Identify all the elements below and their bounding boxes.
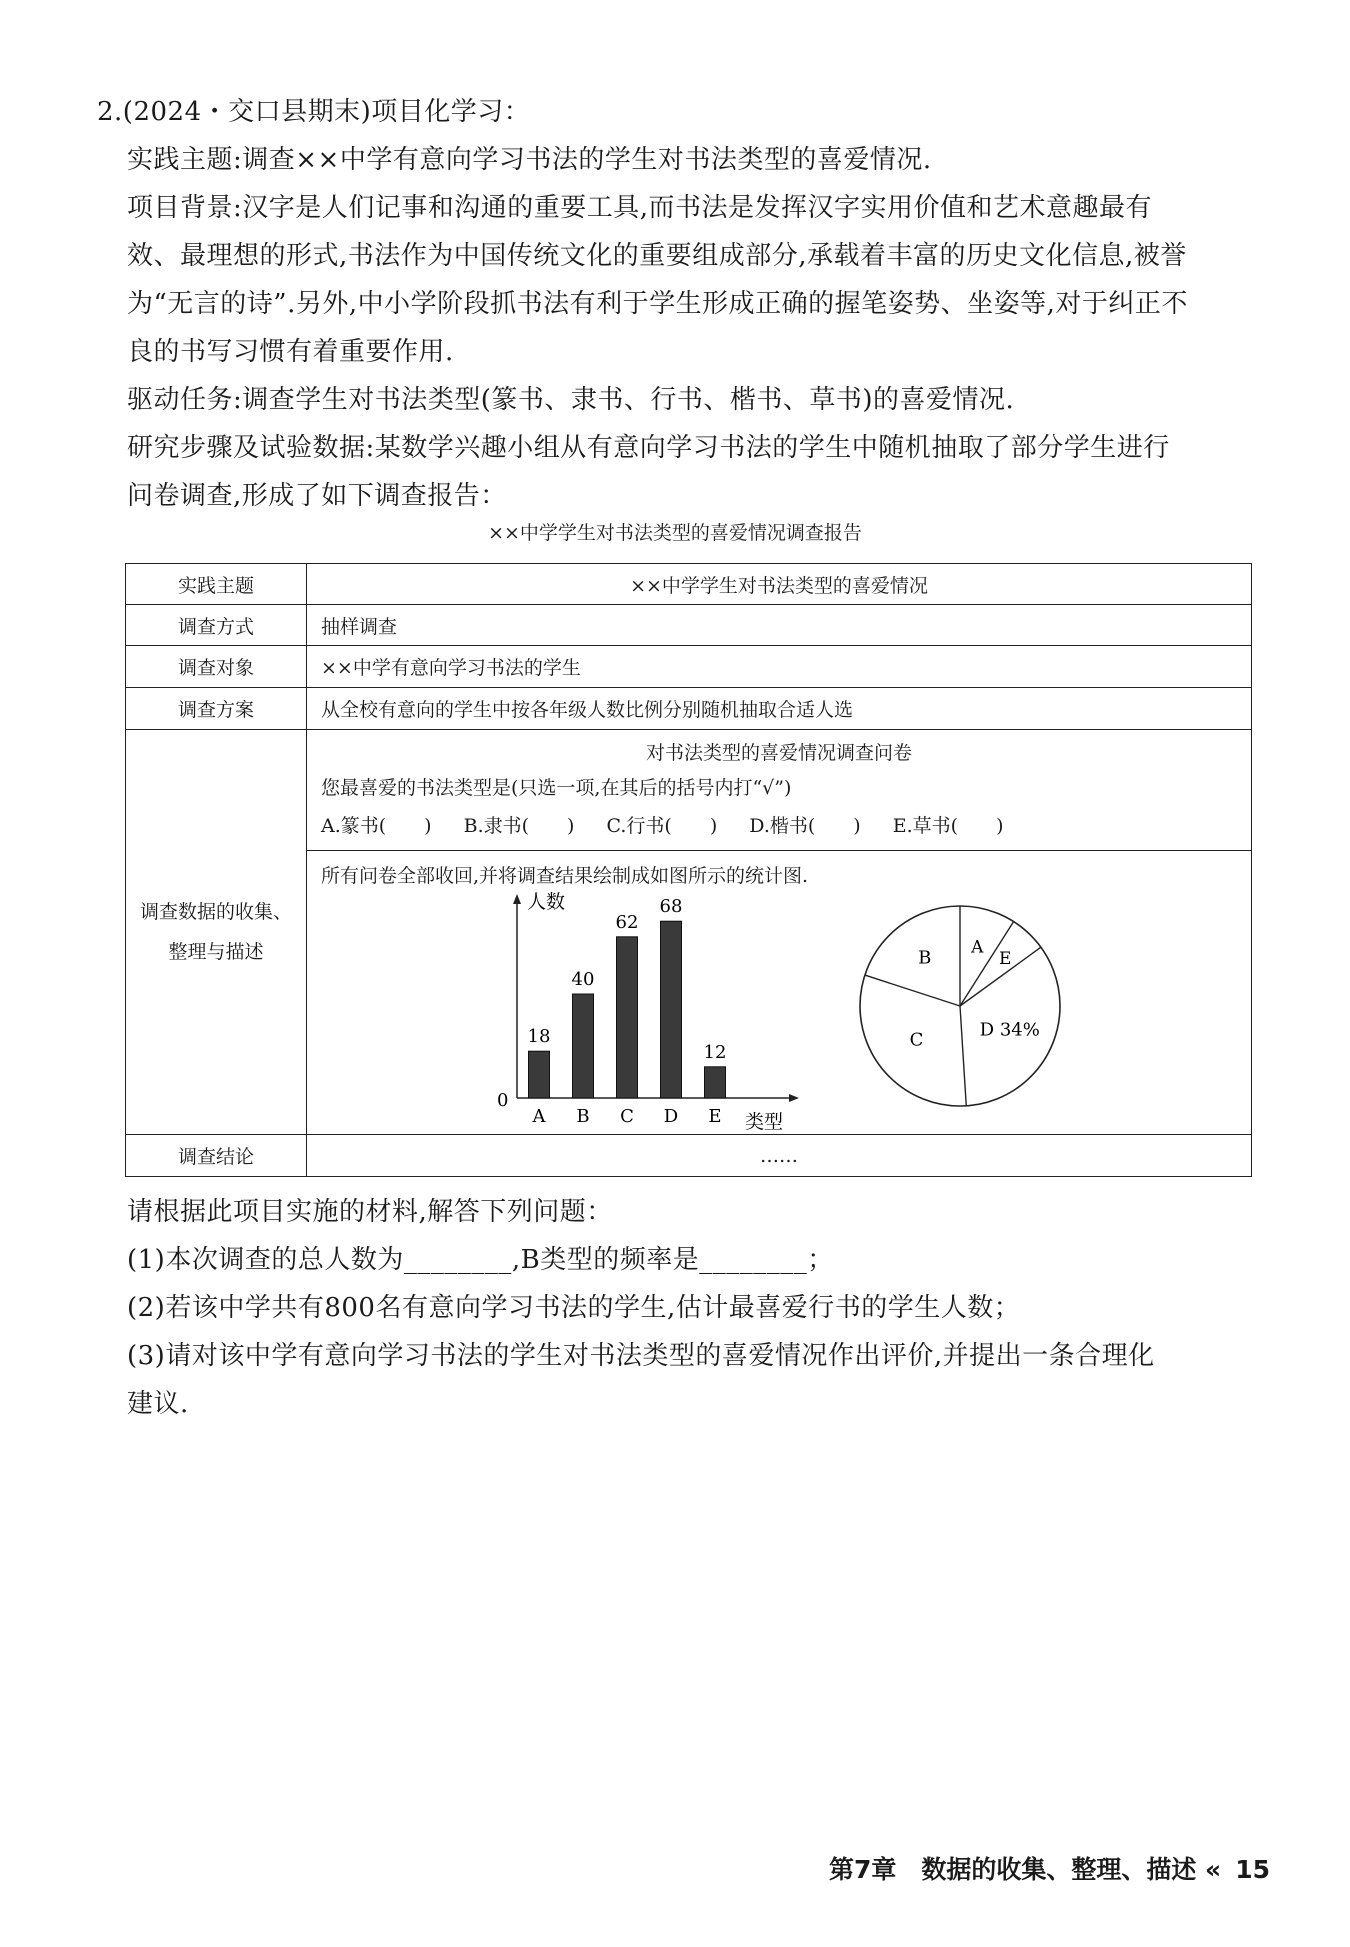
- y-axis-arrow: [513, 894, 521, 904]
- category-label: E: [708, 1106, 722, 1127]
- text-line: 项目背景:汉字是人们记事和沟通的重要工具,而书法是发挥汉字实用价值和艺术意趣最有: [127, 193, 1153, 223]
- table-row: [126, 564, 1252, 605]
- charts-svg: [307, 851, 1227, 1134]
- row-label: 调查方案: [126, 688, 307, 730]
- bar-c: [617, 937, 638, 1098]
- row-label: 调查方式: [126, 605, 307, 646]
- text-line: 良的书写习惯有着重要作用.: [127, 337, 454, 367]
- x-axis-arrow: [789, 1094, 799, 1102]
- x-axis-label: 类型: [745, 1111, 784, 1133]
- table-row: [126, 730, 1252, 851]
- origin-label: 0: [497, 1090, 509, 1111]
- pie-slice-label: E: [998, 948, 1012, 969]
- table-row: [126, 646, 1252, 688]
- category-label: B: [576, 1106, 590, 1127]
- option-a: A.篆书( ): [321, 815, 432, 837]
- page-number: 15: [1235, 1855, 1270, 1884]
- text-line: 问卷调查,形成了如下调查报告：: [127, 481, 507, 511]
- data-collection-label: [126, 730, 307, 1135]
- text-line: 效、最理想的形式,书法作为中国传统文化的重要组成部分,承载着丰富的历史文化信息,被誉: [127, 241, 1187, 271]
- report-caption: ××中学学生对书法类型的喜爱情况调查报告: [488, 522, 862, 544]
- question-3-line-2: 建议.: [127, 1389, 189, 1419]
- report-table: [125, 563, 1252, 1177]
- text-line: 研究步骤及试验数据:某数学兴趣小组从有意向学习书法的学生中随机抽取了部分学生进行: [127, 433, 1170, 463]
- chart-cell: [307, 851, 1252, 1135]
- bar-b: [573, 994, 594, 1098]
- questions-intro: 请根据此项目实施的材料,解答下列问题：: [127, 1197, 613, 1227]
- questionnaire-title: 对书法类型的喜爱情况调查问卷: [645, 742, 912, 764]
- text-line: 为“无言的诗”.另外,中小学阶段抓书法有利于学生形成正确的握笔姿势、坐姿等,对于纠正不: [127, 289, 1188, 319]
- problem-heading: 2.(2024・交口县期末)项目化学习：: [97, 97, 531, 127]
- pie-slice-label: B: [918, 947, 932, 969]
- option-c: C.行书( ): [606, 815, 718, 837]
- question-3-line-1: (3)请对该中学有意向学习书法的学生对书法类型的喜爱情况作出评价,并提出一条合理化: [127, 1341, 1155, 1371]
- option-d: D.楷书( ): [749, 815, 861, 837]
- table-row: [126, 605, 1252, 646]
- chart-caption: 所有问卷全部收回,并将调查结果绘制成如图所示的统计图.: [321, 865, 809, 887]
- row-value: ××中学学生对书法类型的喜爱情况: [307, 564, 1252, 605]
- row-value: 从全校有意向的学生中按各年级人数比例分别随机抽取合适人选: [307, 688, 1252, 730]
- question-2: (2)若该中学共有800名有意向学习书法的学生,估计最喜爱行书的学生人数；: [127, 1293, 1021, 1323]
- row-label: 调查对象: [126, 646, 307, 688]
- bar-value-label: 68: [659, 896, 683, 918]
- row-value: ××中学有意向学习书法的学生: [307, 646, 1252, 688]
- questionnaire-question: 您最喜爱的书法类型是(只选一项,在其后的括号内打“√”): [321, 777, 792, 799]
- page-footer: [829, 1850, 1270, 1886]
- bar-value-label: 18: [527, 1026, 551, 1048]
- bar-e: [705, 1067, 726, 1098]
- row-value: 抽样调查: [307, 605, 1252, 646]
- conclusion-label: 调查结论: [126, 1135, 307, 1177]
- chapter-title: 第7章 数据的收集、整理、描述 «: [828, 1855, 1222, 1884]
- pie-slice-label: C: [909, 1029, 924, 1051]
- table-row: [126, 1135, 1252, 1177]
- questionnaire-cell: [307, 730, 1252, 851]
- question-1: (1)本次调查的总人数为________,B类型的频率是________；: [127, 1245, 834, 1275]
- bar-value-label: 62: [615, 911, 639, 933]
- bar-value-label: 40: [571, 969, 595, 990]
- label-line: 调查数据的收集、: [139, 901, 292, 923]
- label-line: 整理与描述: [168, 941, 264, 963]
- category-label: A: [532, 1106, 546, 1127]
- category-label: C: [620, 1106, 634, 1127]
- conclusion-value: ……: [307, 1135, 1252, 1177]
- questionnaire-options: [321, 806, 1237, 846]
- y-axis-label: 人数: [527, 891, 566, 913]
- text-line: 驱动任务:调查学生对书法类型(篆书、隶书、行书、楷书、草书)的喜爱情况.: [127, 385, 1015, 415]
- bar-a: [529, 1051, 550, 1098]
- bar-d: [661, 921, 682, 1098]
- pie-slice-label: A: [971, 937, 984, 958]
- bar-value-label: 12: [703, 1041, 727, 1063]
- option-b: B.隶书( ): [463, 815, 575, 837]
- category-label: D: [663, 1106, 679, 1127]
- row-label: 实践主题: [126, 564, 307, 605]
- table-row: [126, 688, 1252, 730]
- text-line: 实践主题:调查××中学有意向学习书法的学生对书法类型的喜爱情况.: [127, 145, 932, 175]
- option-e: E.草书( ): [892, 815, 1004, 837]
- pie-slice-label: D 34%: [979, 1019, 1040, 1041]
